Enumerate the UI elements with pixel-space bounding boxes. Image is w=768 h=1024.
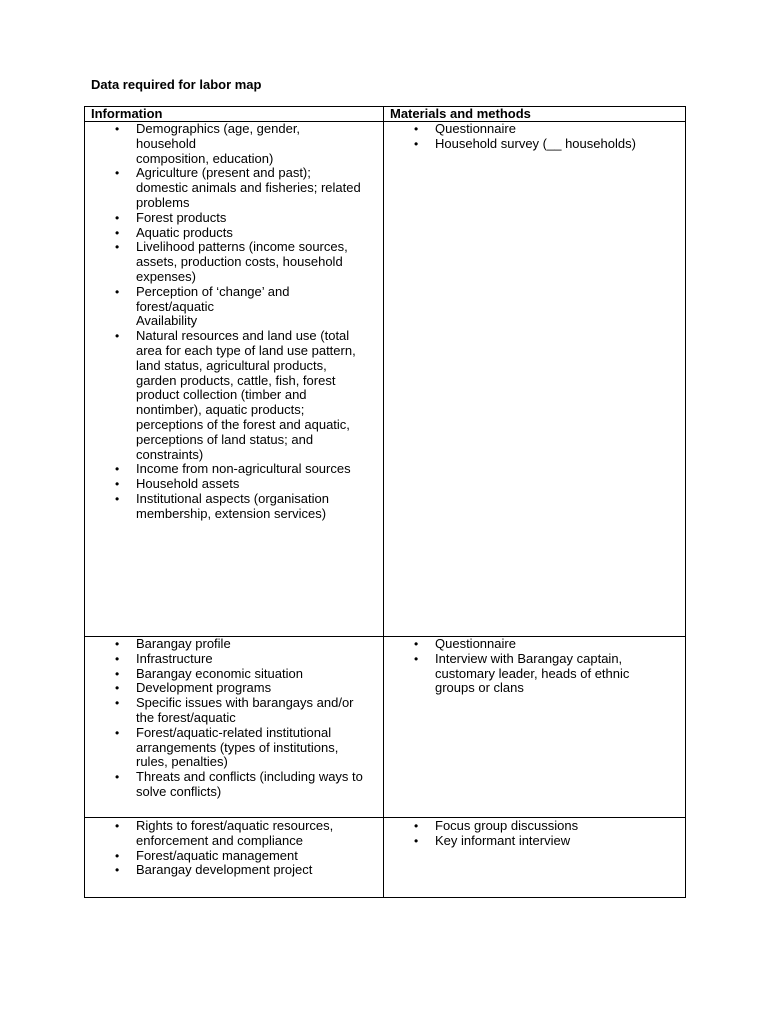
- list-item-line: Barangay development project: [136, 862, 313, 878]
- list-item: [136, 770, 379, 800]
- list-item-line: membership, extension services): [136, 505, 327, 521]
- methods-cell: [384, 637, 686, 818]
- list-item-line: Income from non-agricultural sources: [136, 461, 351, 477]
- list-item-line: Threats and conflicts (including ways to: [136, 769, 363, 785]
- data-requirements-table: [84, 106, 686, 898]
- list-item-line: Key informant interview: [435, 832, 571, 848]
- methods-list: [435, 818, 681, 849]
- list-item-line: Aquatic products: [136, 224, 233, 240]
- header-materials-methods: Materials and methods: [384, 107, 686, 122]
- list-item-line: Questionnaire: [435, 121, 516, 136]
- list-item: [136, 849, 379, 864]
- list-item-line: area for each type of land use pattern,: [136, 342, 356, 358]
- list-item: [136, 637, 379, 652]
- list-item-line: domestic animals and fisheries; related: [136, 180, 361, 196]
- information-list: [136, 122, 379, 522]
- information-list: [136, 637, 379, 800]
- list-item-line: nontimber), aquatic products;: [136, 402, 305, 418]
- list-item: [136, 226, 379, 241]
- list-item-line: problems: [136, 194, 190, 210]
- list-item: [435, 122, 681, 137]
- list-item-line: Perception of ‘change’ and: [136, 283, 290, 299]
- list-item-line: Livelihood patterns (income sources,: [136, 239, 348, 255]
- list-item: [136, 477, 379, 492]
- list-item-line: perceptions of land status; and: [136, 431, 314, 447]
- list-item-line: Focus group discussions: [435, 818, 579, 833]
- list-item: [435, 637, 681, 652]
- list-item-line: rules, penalties): [136, 754, 228, 770]
- list-item-line: groups or clans: [435, 680, 524, 696]
- list-item: [136, 122, 379, 166]
- table-header-row: [85, 107, 686, 122]
- list-item: [435, 652, 681, 696]
- list-item-line: Agriculture (present and past);: [136, 165, 311, 181]
- list-item-line: Rights to forest/aquatic resources,: [136, 818, 334, 833]
- list-item-line: assets, production costs, household: [136, 254, 343, 270]
- list-item: [136, 240, 379, 284]
- list-item-line: household: [136, 135, 196, 151]
- information-list: [136, 818, 379, 878]
- list-item-line: Infrastructure: [136, 650, 213, 666]
- list-item-line: arrangements (types of institutions,: [136, 739, 339, 755]
- table-row: [85, 637, 686, 818]
- list-item: [136, 696, 379, 726]
- table-row: [85, 122, 686, 637]
- methods-cell: [384, 122, 686, 637]
- table-row: [85, 818, 686, 898]
- list-item-line: Demographics (age, gender,: [136, 121, 301, 136]
- list-item: [136, 462, 379, 477]
- information-cell: [85, 637, 384, 818]
- list-item-line: garden products, cattle, fish, forest: [136, 372, 336, 388]
- list-item: [136, 652, 379, 667]
- list-item-line: Availability: [136, 313, 198, 329]
- list-item-line: Barangay profile: [136, 636, 231, 651]
- methods-cell: [384, 818, 686, 898]
- list-item-line: expenses): [136, 268, 196, 284]
- list-item-line: Forest products: [136, 209, 227, 225]
- list-item: [136, 726, 379, 770]
- list-item-line: Barangay economic situation: [136, 665, 303, 681]
- information-cell: [85, 122, 384, 637]
- methods-list: [435, 122, 681, 152]
- list-item: [435, 834, 681, 849]
- list-item-line: constraints): [136, 446, 204, 462]
- methods-list: [435, 637, 681, 696]
- list-item-line: composition, education): [136, 150, 274, 166]
- page-title: Data required for labor map: [91, 77, 262, 92]
- list-item: [435, 137, 681, 152]
- list-item-line: Forest/aquatic management: [136, 847, 298, 863]
- list-item-line: land status, agricultural products,: [136, 357, 327, 373]
- list-item-line: forest/aquatic: [136, 298, 215, 314]
- information-cell: [85, 818, 384, 898]
- list-item-line: Forest/aquatic-related institutional: [136, 724, 332, 740]
- list-item: [136, 863, 379, 878]
- list-item-line: the forest/aquatic: [136, 709, 236, 725]
- list-item-line: product collection (timber and: [136, 387, 307, 403]
- list-item-line: Specific issues with barangays and/or: [136, 695, 354, 711]
- list-item-line: customary leader, heads of ethnic: [435, 665, 630, 681]
- list-item-line: Questionnaire: [435, 636, 516, 651]
- list-item-line: Development programs: [136, 680, 272, 696]
- list-item-line: enforcement and compliance: [136, 832, 303, 848]
- list-item: [136, 681, 379, 696]
- list-item: [136, 166, 379, 210]
- list-item: [435, 819, 681, 834]
- list-item-line: perceptions of the forest and aquatic,: [136, 416, 350, 432]
- list-item: [136, 492, 379, 522]
- list-item-line: Interview with Barangay captain,: [435, 650, 623, 666]
- list-item: [136, 667, 379, 682]
- list-item: [136, 819, 379, 849]
- list-item-line: Household survey (__ households): [435, 135, 636, 151]
- list-item-line: Natural resources and land use (total: [136, 328, 350, 344]
- header-information: Information: [85, 107, 384, 122]
- list-item: [136, 285, 379, 329]
- list-item: [136, 211, 379, 226]
- list-item-line: Household assets: [136, 476, 240, 492]
- list-item-line: solve conflicts): [136, 783, 222, 799]
- list-item: [136, 329, 379, 462]
- list-item-line: Institutional aspects (organisation: [136, 490, 329, 506]
